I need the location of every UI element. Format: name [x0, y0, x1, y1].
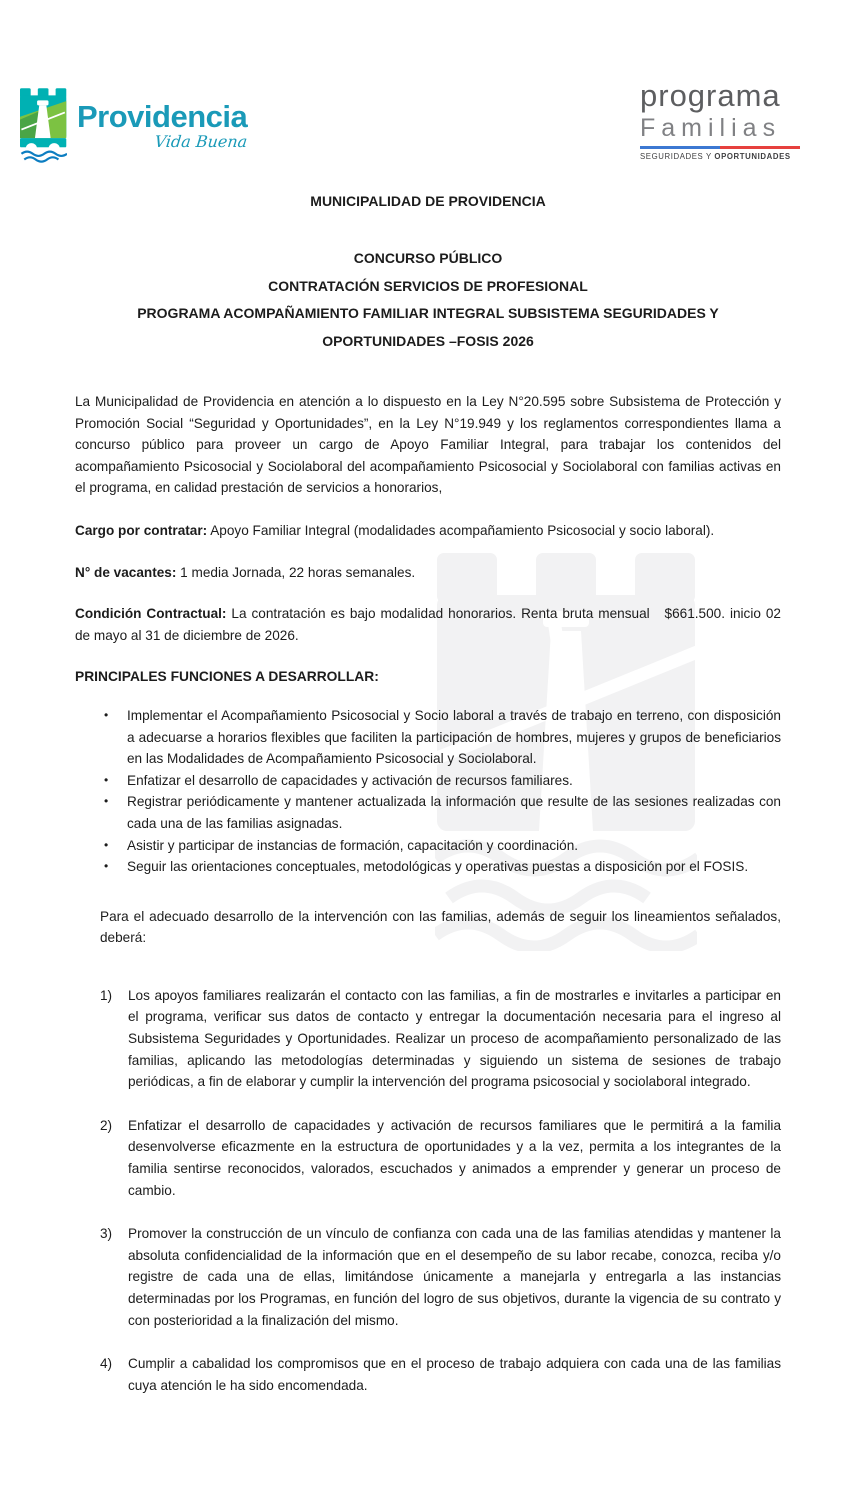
functions-bullet-list — [75, 705, 781, 878]
functions-heading: PRINCIPALES FUNCIONES A DESARROLLAR: — [75, 669, 379, 685]
field-condicion-label: Condición Contractual: — [75, 606, 227, 622]
numbered-item: 1) Los apoyos familiares realizarán el contacto con las familias, a fin de mostrarles e invitarles a participar en el programa, verificar sus datos de contacto y entregar la documentación necesaria para el ingreso al Subsistema Seguridades y Oportunidades. Realizar un proceso de acompañamiento personalizado de las familias, aplicando las metodologías determinadas y siguiendo un sistema de sesiones de trabajo periódicas, a fin de elaborar y cumplir la intervención del programa psicosocial y sociolaboral integrado. — [75, 985, 781, 1093]
flag-bar-blue — [640, 146, 720, 149]
bullet-icon: • — [104, 772, 109, 787]
flag-bar-red — [720, 146, 800, 149]
numbered-item: 2) Enfatizar el desarrollo de capacidades y activación de recursos familiares que le permitirá a la familia desenvolverse eficazmente en la estructura de oportunidades y a la vez, permita a los integrantes de la familia sentirse reconocidos, valorados, escuchados y animados a emprender y generar un proceso de cambio. — [75, 1115, 781, 1201]
bullet-item: • Registrar periódicamente y mantener actualizada la información que resulte de las sesiones realizadas con cada una de las familias asignadas. — [75, 791, 781, 834]
bullet-icon: • — [104, 794, 109, 809]
programa-familias-logo — [640, 80, 800, 161]
field-condicion-value: La contratación es bajo modalidad honorarios. Renta bruta mensual $661.500. inicio 02 de mayo al 31 de diciembre de 2026. — [75, 606, 781, 643]
numbered-item: 3) Promover la construcción de un vínculo de confianza con cada una de las familias atendidas y mantener la absoluta confidencialidad de la información que en el desempeño de su labor recabe, conozca, reciba y/o registre de cada una de ellas, limitándose únicamente a manejarla y entregarla a las instancias determinadas por los Programas, en función del logro de sus objetivos, durante la vigencia de su contrato y con posterioridad a la finalización del mismo. — [75, 1223, 781, 1331]
providencia-logo — [20, 88, 247, 164]
subtitle-normal: SEGURIDADES Y — [640, 152, 715, 161]
programa-logo-line1: programa — [640, 78, 781, 113]
bullet-item: • Enfatizar el desarrollo de capacidades y activación de recursos familiares. — [75, 770, 781, 792]
providencia-wordmark: Providencia — [77, 99, 248, 134]
providencia-tagline: Vida Buena — [153, 132, 249, 151]
field-vacantes-value: 1 media Jornada, 22 horas semanales. — [176, 564, 416, 580]
field-cargo — [75, 520, 781, 542]
org-title: MUNICIPALIDAD DE PROVIDENCIA — [310, 193, 546, 209]
field-condicion — [75, 603, 781, 646]
field-vacantes-label: N° de vacantes: — [75, 564, 177, 580]
lead-paragraph: Para el adecuado desarrollo de la intervención con las familias, además de seguir los lineamientos señalados, deberá: — [100, 908, 781, 946]
document-title — [75, 245, 781, 355]
subtitle-bold: OPORTUNIDADES — [714, 152, 791, 161]
page-header — [0, 0, 855, 185]
item-number: 2) — [100, 1117, 113, 1133]
programa-logo-line2: Familias — [640, 114, 782, 142]
providencia-wordmark-block — [77, 99, 249, 152]
field-vacantes — [75, 562, 781, 584]
bullet-icon: • — [104, 837, 109, 852]
document-content — [75, 192, 781, 1418]
bullet-icon: • — [104, 707, 109, 722]
item-number: 4) — [100, 1356, 113, 1372]
intro-paragraph: La Municipalidad de Providencia en atención a lo dispuesto en la Ley N°20.595 sobre Subsistema de Protección y Promoción Social “Seguridad y Oportunidades”, en la Ley N°19.949 y los reglamentos correspondientes llama a concurso público para proveer un cargo de Apoyo Familiar Integral, para trabajar los contenidos del acompañamiento Psicosocial y Sociolaboral del acompañamiento Psicosocial y Sociolaboral con familias activas en el programa, en calidad prestación de servicios a honorarios, — [75, 394, 781, 496]
bullet-item: • Seguir las orientaciones conceptuales, metodológicas y operativas puestas a disposición por el FOSIS. — [75, 856, 781, 878]
programa-logo-subtitle — [640, 152, 800, 161]
providencia-castle-icon — [20, 88, 67, 164]
item-number: 3) — [100, 1226, 113, 1242]
field-cargo-value: Apoyo Familiar Integral (modalidades acompañamiento Psicosocial y socio laboral). — [207, 522, 715, 538]
bullet-item: • Implementar el Acompañamiento Psicosocial y Socio laboral a través de trabajo en terreno, con disposición a adecuarse a horarios flexibles que faciliten la participación de hombres, mujeres y grupos de beneficiarios en las Modalidades de Acompañamiento Psicosocial y Sociolaboral. — [75, 705, 781, 770]
item-number: 1) — [100, 987, 113, 1003]
bullet-item: • Asistir y participar de instancias de formación, capacitación y coordinación. — [75, 835, 781, 857]
flag-divider-bar — [640, 146, 800, 149]
title-line-3: PROGRAMA ACOMPAÑAMIENTO FAMILIAR INTEGRAL SUBSISTEMA SEGURIDADES Y OPORTUNIDADES –FOSIS 2026 — [137, 305, 719, 349]
title-line-2: CONTRATACIÓN SERVICIOS DE PROFESIONAL — [268, 277, 588, 294]
bullet-icon: • — [104, 859, 109, 874]
field-cargo-label: Cargo por contratar: — [75, 522, 208, 538]
numbered-item: 4) Cumplir a cabalidad los compromisos que en el proceso de trabajo adquiera con cada una de las familias cuya atención le ha sido encomendada. — [75, 1353, 781, 1396]
title-line-1: CONCURSO PÚBLICO — [353, 250, 503, 266]
